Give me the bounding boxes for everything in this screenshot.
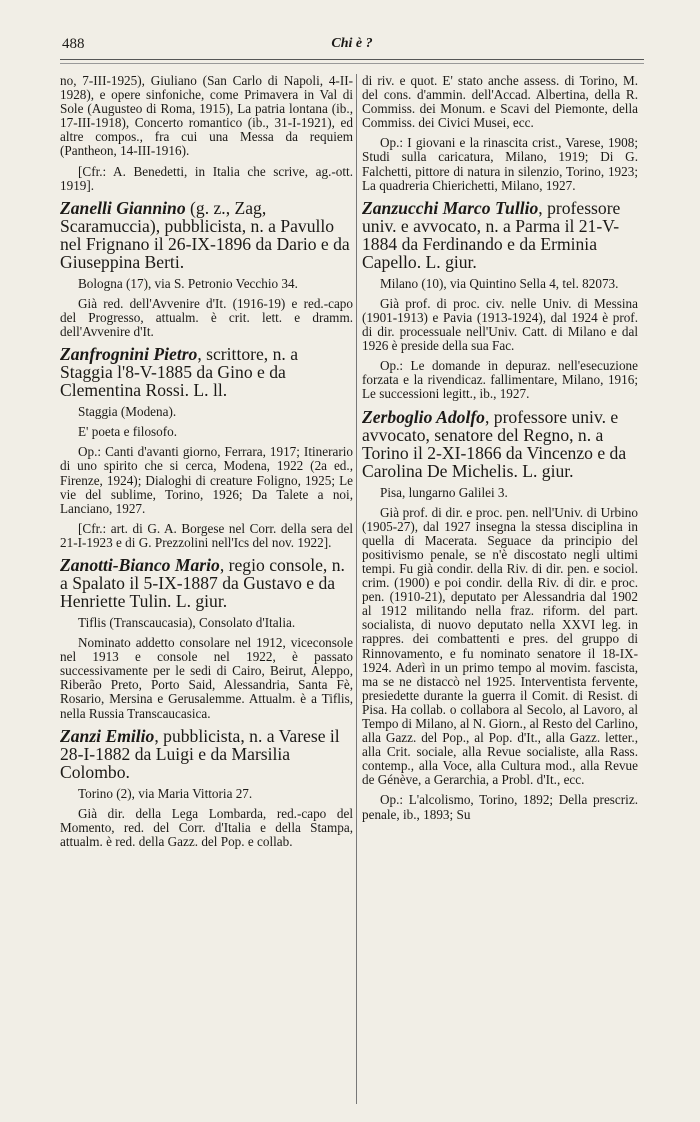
entry-name: Zanotti-Bianco Mario: [60, 554, 220, 575]
entry-summary: , professore univ. e avvocato, senatore del Regno, n. a Torino il 2-XI-1866 da Vincenzo e da Carolina De Michelis. L. giur.: [362, 406, 627, 481]
entry-name: Zanfrognini Pietro: [60, 344, 198, 365]
entry-name: Zanzi Emilio: [60, 725, 155, 746]
entry-paragraph: Già red. dell'Avvenire d'It. (1916-19) e red.-capo del Progresso, attualm. è crit. lett. e dramm. dell'Avvenire d'It.: [60, 295, 353, 340]
entry-paragraph: [Cfr.: art. di G. A. Borgese nel Corr. della sera del 21-I-1923 e di G. Prezzolini nell'Ics del nov. 1922].: [60, 520, 353, 550]
entry-summary: (g. z., Zag, Scaramuccia), pubblicista, n. a Pavullo nel Frignano il 26-IX-1896 da Dario e da Giuseppina Berti.: [60, 197, 350, 272]
continued-paragraph: di riv. e quot. E' stato anche assess. di Torino, M. del cons. d'ammin. dell'Accad. Albertina, della R. Commiss. dei Monum. e Scavi del Piemonte, della Commiss. dei Civici Musei, ecc.: [362, 73, 638, 131]
entry-summary: , regio console, n. a Spalato il 5-IX-1887 da Gustavo e da Henriette Tulin. L. giur.: [60, 554, 345, 611]
entry-paragraph: Tiflis (Transcaucasia), Consolato d'Italia.: [78, 614, 296, 630]
entry-heading: [60, 199, 353, 271]
running-head: Chi è ?: [331, 36, 373, 51]
entry-paragraph: Op.: Canti d'avanti giorno, Ferrara, 1917; Itinerario di uno spirito che si cerca, Modena, 1922 (2a ed., Firenze, 1924); Dialoghi di creature Foligno, 1925; Le vie del sublime, Torino, 1926; Da Talete a noi, Lanciano, 1927.: [60, 444, 353, 516]
entry-heading: [60, 727, 353, 781]
page-number: 488: [62, 36, 85, 52]
entry-heading: [60, 345, 353, 399]
page-header: [60, 32, 644, 62]
entry-paragraph: Op.: L'alcolismo, Torino, 1892; Della prescriz. penale, ib., 1893; Su: [362, 792, 638, 822]
entry-paragraph: Op.: Le domande in depuraz. nell'esecuzione forzata e la rivendicaz. fallimentare, Milano, 1916; Le successioni legitt., ib., 1927.: [362, 358, 638, 402]
entry-paragraph: Op.: I giovani e la rinascita crist., Varese, 1908; Studi sulla caricatura, Milano, 1919; Di G. Falchetti, pittore di natura in silenzio, Torino, 1923; La quadreria Chierichetti, Milano, 1927.: [362, 135, 638, 193]
header-rule: [60, 59, 644, 60]
entry-paragraph: Già dir. della Lega Lombarda, red.-capo del Momento, red. del Corr. d'Italia e della Stampa, attualm. è red. della Gazz. del Pop. e collab.: [60, 805, 353, 849]
entry-paragraph: Torino (2), via Maria Vittoria 27.: [78, 785, 253, 801]
entry-paragraph: [Cfr.: A. Benedetti, in Italia che scrive, ag.-ott. 1919].: [60, 163, 353, 193]
entry-name: Zerboglio Adolfo: [362, 406, 485, 427]
entry-summary: , professore univ. e avvocato, n. a Parma il 21-V-1884 da Ferdinando e da Erminia Capello. L. giur.: [362, 197, 621, 272]
header-rule-secondary: [60, 63, 644, 64]
entry-summary: , pubblicista, n. a Varese il 28-I-1882 da Luigi e da Marsilia Colombo.: [60, 725, 340, 782]
entry-paragraph: Staggia (Modena).: [78, 404, 177, 420]
entry-summary: , scrittore, n. a Staggia l'8-V-1885 da Gino e da Clementina Rossi. L. ll.: [60, 344, 298, 401]
entry-paragraph: Bologna (17), via S. Petronio Vecchio 34.: [78, 275, 298, 291]
entry-heading: [362, 199, 638, 271]
left-column: [60, 74, 353, 855]
entry-paragraph: Già prof. di dir. e proc. pen. nell'Univ. di Urbino (1905-27), dal 1927 insegna la stessa disciplina in quella di Macerata. Seguace da principio del positivismo penale, se n'è discostato negli ultimi tempi. Fu già condir. della Riv. di dir. pen. e sociol. crim. (1900) e poi condir. della Riv. di dir. e proc. pen. (1910-21), deputato per Alessandria dal 1902 al 1912 militando nella fraz. riform. del part. socialista, di nuovo deputato nella XXVI leg. in rappres. dei combattenti e pres. del gruppo di Rinnovamento, e fu nominato senatore il 18-IX-1924. Aderì in un primo tempo al movim. fascista, ma se ne distaccò nel 1925. Interventista fervente, presiedette durante la guerra il Comit. di Resist. di Pisa. Ha collab. o collabora al Secolo, al Lavoro, al Tempo di Milano, al N. Giorn., al Resto del Carlino, alla Gazz. del Pop., al Pop. d'It., alla Gazz. letter., alla Crit. sociale, alla Revue socialiste, alla Rass. contemp., alla Voce, alla Cultura mod., alla Revue de Génève, a Gerarchia, a Probl. d'It., ecc.: [362, 504, 638, 788]
right-column: [362, 74, 638, 828]
entry-paragraph: Già prof. di proc. civ. nelle Univ. di Messina (1901-1913) e Pavia (1913-1924), dal 1924 è prof. di dir. processuale nell'Univ. Catt. di Milano e dal 1926 è preside della sua Fac.: [362, 295, 638, 354]
entry-paragraph: E' poeta e filosofo.: [78, 424, 178, 440]
entry-paragraph: Pisa, lungarno Galilei 3.: [380, 484, 508, 500]
entry-name: Zanzucchi Marco Tullio: [362, 197, 539, 218]
entry-heading: [60, 556, 353, 610]
entry-paragraph: Milano (10), via Quintino Sella 4, tel. 82073.: [380, 275, 619, 291]
entry-heading: [362, 408, 638, 480]
entry-paragraph: Nominato addetto consolare nel 1912, viceconsole nel 1913 e console nel 1922, è passato successivamente per le sedi di Cairo, Beirut, Aleppo, Riberão Preto, Porto Said, Alessandria, Santa Fè, Rosario, Mersina e Gerusalemme. Attualm. è a Tiflis, nella Russia Transcaucasica.: [60, 635, 353, 721]
continued-paragraph: no, 7-III-1925), Giuliano (San Carlo di Napoli, 4-II-1928), e opere sinfoniche, come Primavera in Val di Sole (Augusteo di Roma, 1915), La patria lontana (ib., 17-III-1918), Concerto romantico (ib., 31-I-1921), ed altre compos., fra cui una Messa da requiem (Pantheon, 14-III-1916).: [60, 73, 353, 159]
column-divider: [356, 74, 357, 1104]
entry-name: Zanelli Giannino: [60, 197, 186, 218]
